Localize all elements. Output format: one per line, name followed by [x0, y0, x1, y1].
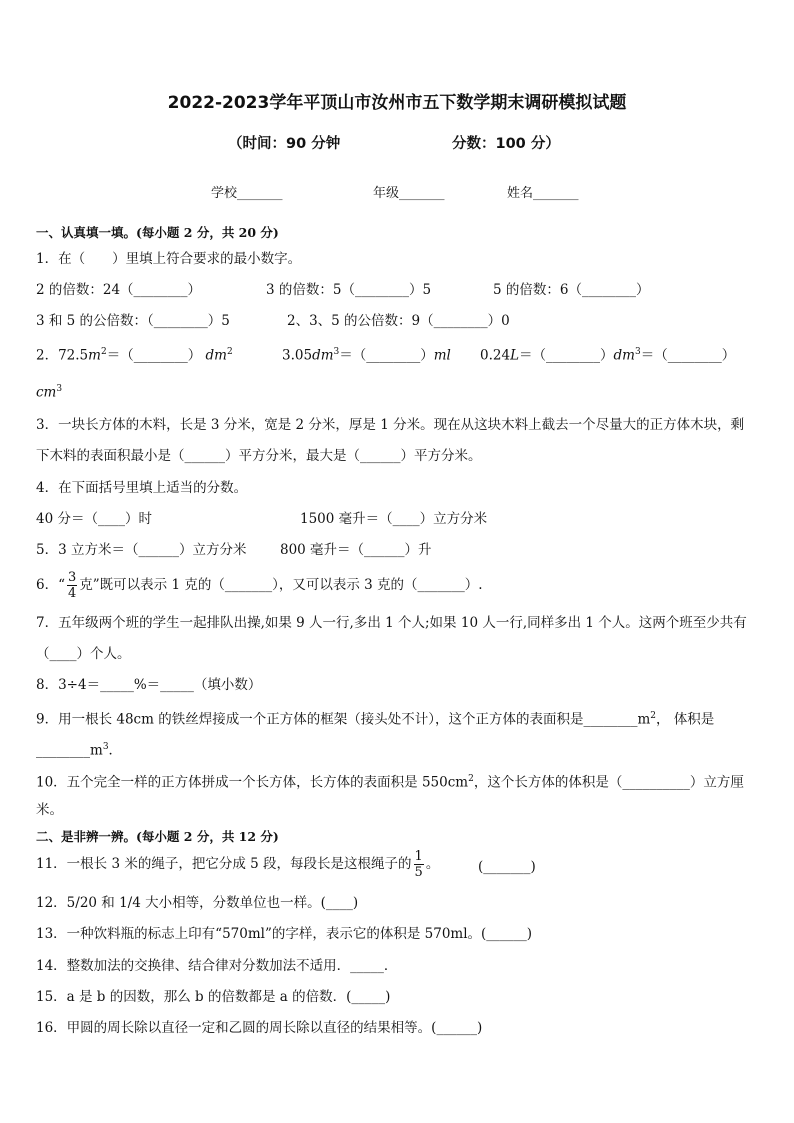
q9-line2: $\_\_\_\_\_\_\_\_m^3$． [36, 742, 123, 759]
section-1-heading: 一、认真填一填。(每小题 2 分，共 20 分) [36, 225, 279, 240]
q2-part3: $0.24L=(\_\_\_\_\_\_\_\_)dm^3=(\_\_\_\_\_\_\_\_)$ [480, 347, 736, 364]
q12-line: 12．5/20 和 1/4 大小相等，分数单位也一样。(____) [36, 895, 359, 911]
exam-title: 2022-2023学年平顶山市汝州市五下数学期末调研模拟试题 [167, 93, 627, 113]
q2-part2: $3.05dm^3=(\_\_\_\_\_\_\_\_)ml$ [282, 347, 451, 364]
q10-line2: 米。 [36, 802, 63, 818]
q14-line: 14．整数加法的交换律、结合律对分数加法不适用．_____． [36, 958, 398, 974]
q9-line1: 9．用一根长 48cm 的铁丝焊接成一个正方体的框架（接头处不计），这个正方体的表面积是$\_\_\_\_\_\_\_\_m^2$， 体积是 [36, 711, 715, 728]
q3-line2: 下木料的表面积最小是（______）平方分米，最大是（______）平方分米。 [36, 448, 482, 464]
q1-d: 3 和 5 的公倍数：（________）5 [36, 313, 230, 329]
q1-e: 2、3、5 的公倍数：9（________）0 [287, 313, 510, 329]
q4-a: 40 分＝（____）时 [36, 511, 152, 527]
q11-line: 11．一根长 3 米的绳子，把它分成 5 段，每段长是这根绳子的 $\frac{1}{5}$ 。 [36, 849, 440, 880]
q2-line: 2．$72.5m^2=(\_\_\_\_\_\_\_\_)$ $dm^2$ [36, 347, 233, 364]
q7-line2: （____）个人。 [36, 646, 131, 662]
q1-b: 3 的倍数：5（________）5 [266, 282, 432, 298]
q4-stem: 4．在下面括号里填上适当的分数。 [36, 480, 248, 496]
fraction-three-quarters: $\frac{3}{4}$ [68, 570, 77, 601]
q13-line: 13．一种饮料瓶的标志上印有“570ml”的字样，表示它的体积是 570ml。(______) [36, 926, 533, 942]
q7-line1: 7．五年级两个班的学生一起排队出操,如果 9 人一行,多出 1 个人;如果 10 人一行,同样多出 1 个人。这两个班至少共有 [36, 615, 747, 631]
school-field: 学校_______ [211, 186, 283, 201]
q1-stem: 1．在（ ）里填上符合要求的最小数字。 [36, 251, 302, 267]
q11-blank: (_______) [478, 859, 536, 875]
section-2-heading: 二、是非辨一辨。(每小题 2 分，共 12 分) [36, 829, 279, 844]
fraction-one-fifth: $\frac{1}{5}$ [414, 849, 423, 880]
q15-line: 15．a 是 b 的因数，那么 b 的倍数都是 a 的倍数．(_____) [36, 989, 391, 1005]
q5-a: 5．3 立方米＝（______）立方分米 [36, 542, 247, 558]
q10-line1: 10．五个完全一样的正方体拼成一个长方体，长方体的表面积是 $550cm^2$，这个长方体的体积是（__________）立方厘 [36, 774, 744, 791]
name-field: 姓名_______ [507, 186, 579, 201]
q8-line: 8．3÷4＝_____%＝_____（填小数） [36, 677, 262, 693]
q5-b: 800 毫升＝（______）升 [280, 542, 432, 558]
q4-b: 1500 毫升＝（____）立方分米 [300, 511, 488, 527]
q3-line1: 3．一块长方体的木料，长是 3 分米，宽是 2 分米，厚是 1 分米。现在从这块木料上截去一个尽量大的正方体木块，剩 [36, 417, 745, 433]
q1-a: 2 的倍数：24（________） [36, 282, 202, 298]
exam-score: 分数：100 分） [452, 136, 560, 152]
q16-line: 16．甲圆的周长除以直径一定和乙圆的周长除以直径的结果相等。(______) [36, 1020, 483, 1036]
q6-line: 6．“ $\frac{3}{4}$ 克”既可以表示 1 克的（_______），又可以表示 3 克的（_______）. [36, 570, 483, 601]
q2-tail: $cm^3$ [36, 384, 63, 401]
exam-time: （时间：90 分钟 [228, 136, 341, 152]
q1-c: 5 的倍数：6（________） [493, 282, 650, 298]
grade-field: 年级_______ [373, 186, 445, 201]
